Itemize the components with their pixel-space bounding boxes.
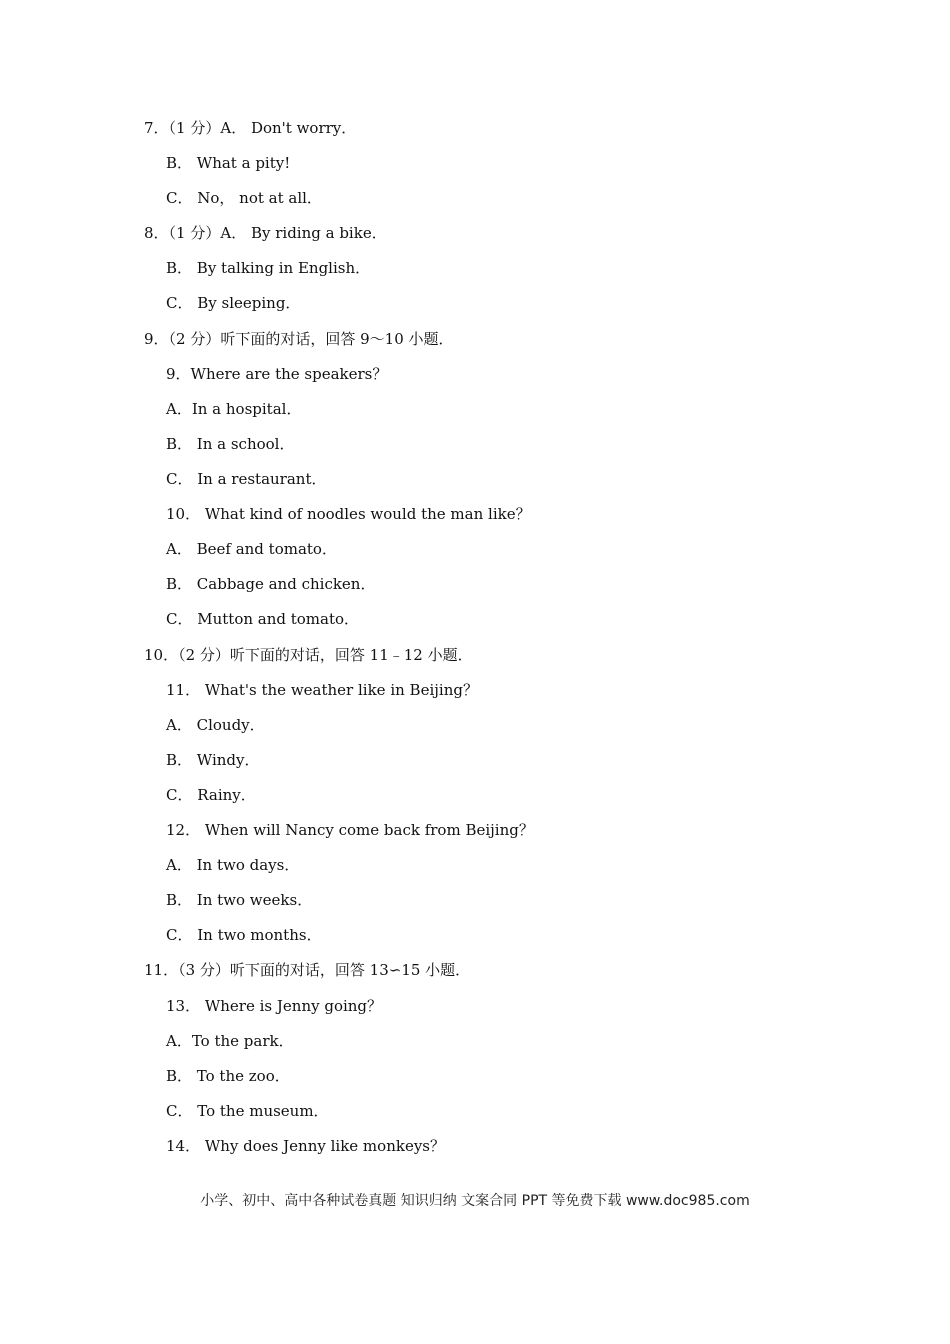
sub-question-13: 13． Where is Jenny going？	[166, 997, 383, 1015]
sub-question-12: 12． When will Nancy come back from Beijing？	[166, 821, 534, 839]
question-8-option-c: C． By sleeping．	[166, 294, 301, 312]
sub-question-10-option-c: C． Mutton and tomato．	[166, 610, 360, 628]
question-10-heading: 10．（2 分）听下面的对话，回答 11﹣12 小题．	[144, 646, 473, 664]
sub-question-11-option-b: B． Windy．	[166, 751, 260, 769]
sub-question-12-option-a: A． In two days．	[166, 856, 300, 874]
sub-question-12-option-b: B． In two weeks．	[166, 891, 313, 909]
question-7-option-b: B． What a pity!	[166, 154, 291, 172]
sub-question-9-option-b: B． In a school．	[166, 435, 295, 453]
sub-question-13-option-c: C． To the museum．	[166, 1102, 329, 1120]
question-7-option-c: C． No， not at all．	[166, 189, 322, 207]
sub-question-10: 10． What kind of noodles would the man like？	[166, 505, 531, 523]
sub-question-9-option-c: C． In a restaurant．	[166, 470, 327, 488]
question-8-option-a: 8．（1 分）A． By riding a bike．	[144, 224, 387, 242]
sub-question-10-option-a: A． Beef and tomato．	[166, 540, 337, 558]
sub-question-11-option-c: C． Rainy．	[166, 786, 256, 804]
sub-question-11-option-a: A． Cloudy．	[166, 716, 265, 734]
question-8-option-b: B． By talking in English．	[166, 259, 371, 277]
question-11-heading: 11．（3 分）听下面的对话，回答 13∽15 小题．	[144, 961, 471, 979]
page-footer: 小学、初中、高中各种试卷真题 知识归纳 文案合同 PPT 等免费下载 www.doc985.com	[200, 1193, 750, 1209]
sub-question-10-option-b: B． Cabbage and chicken．	[166, 575, 376, 593]
sub-question-11: 11． What's the weather like in Beijing？	[166, 681, 478, 699]
sub-question-14: 14． Why does Jenny like monkeys？	[166, 1137, 445, 1155]
sub-question-9-option-a: A．In a hospital．	[166, 400, 302, 418]
sub-question-13-option-b: B． To the zoo．	[166, 1067, 290, 1085]
sub-question-12-option-c: C． In two months．	[166, 926, 322, 944]
sub-question-9: 9．Where are the speakers？	[166, 365, 388, 383]
question-7-option-a: 7．（1 分）A． Don't worry．	[144, 119, 357, 137]
sub-question-13-option-a: A．To the park．	[166, 1032, 294, 1050]
question-9-heading: 9．（2 分）听下面的对话，回答 9～10 小题．	[144, 330, 454, 348]
